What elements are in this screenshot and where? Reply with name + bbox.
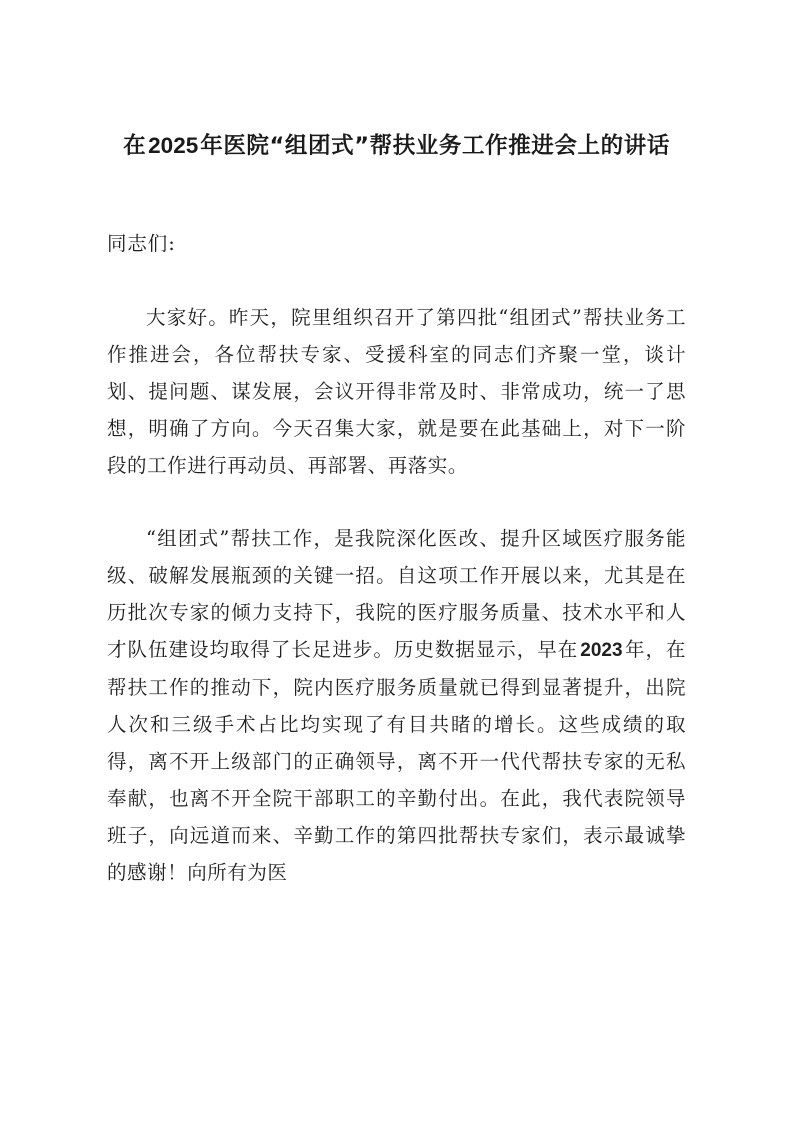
title-text-after-year: 年医院“组团式”帮扶业务工作推进会上的	[200, 133, 624, 159]
paragraph-2-year: 2023	[580, 640, 623, 661]
salutation: 同志们:	[107, 232, 176, 255]
body-paragraph-1: 大家好。昨天，院里组织召开了第四批“组团式”帮扶业务工作推进会，各位帮扶专家、受援科室的同志们齐聚一堂，谈计划、提问题、谋发展，会议开得非常及时、非常成功，统一了思想，明确了方向。今天召集大家，就是要在此基础上，对下一阶段的工作进行再动员、再部署、再落实。	[107, 306, 686, 477]
body-paragraph-2	[107, 520, 686, 891]
title-line-two: 讲话	[623, 133, 670, 159]
paragraph-2-segment-after-year: 年，在帮扶工作的推动下，院内医疗服务质量就已得到显著提升，出院人次和三级手术占比均实现了有目共睹的增长。这些成绩的取得，离不开上级部门的正确领导，离不开一代代帮扶专家的无私奉献，也离不开全院干部职工的辛勤付出。在此，我代表院领导班子，向远道而来、辛勤工作的第四批帮扶专家们，表示最诚挚的感谢！向所有为医	[107, 638, 686, 884]
title-year: 2025	[148, 133, 199, 158]
paragraph-2-segment-before-year: “组团式”帮扶工作，是我院深化医改、提升区域医疗服务能级、破解发展瓶颈的关键一招。自这项工作开展以来，尤其是在历批次专家的倾力支持下，我院的医疗服务质量、技术水平和人才队伍建设均取得了长足进步。历史数据显示，早在	[107, 527, 686, 661]
document-content	[107, 0, 686, 891]
page-title	[107, 0, 686, 168]
title-text-before-year: 在	[123, 133, 147, 159]
